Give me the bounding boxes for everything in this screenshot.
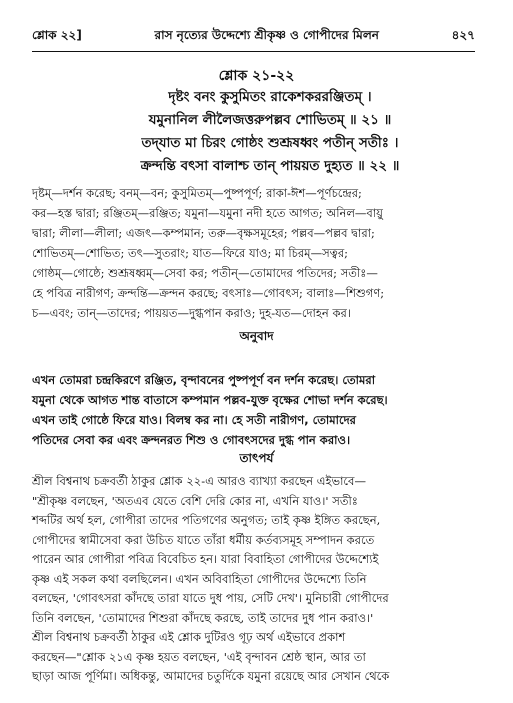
verse-line: ক্রন্দন্তি বৎসা বালাশ্চ তান্ পায়য়ত দুহ্যত ॥ ২২ ॥	[140, 158, 400, 174]
purport-line: শ্রীল বিশ্বনাথ চক্রবর্তী ঠাকুর শ্লোক ২২-এ আরও ব্যাখ্যা করছেন এইভাবে—	[32, 474, 366, 488]
translation-line: এখন তাই গোষ্ঠে ফিরে যাও। বিলম্ব কর না। হে সতী নারীগণ, তোমাদের	[32, 413, 356, 427]
verse-line: যমুনানিল লীলৈজত্তরুপল্লব শোভিতম্ ॥ ২১ ॥	[148, 112, 392, 128]
translation-line: যমুনা থেকে আগত শান্ত বাতাসে কম্পমান পল্লব-যুক্ত বৃক্ষের শোভা দর্শন করেছ।	[32, 393, 388, 407]
purport-line: গোপীদের স্বামীসেবা করা উচিত যাতে তাঁরা ধর্মীয় কর্তব্যসমূহ সম্পাদন করতে	[32, 532, 375, 547]
synonym-line: গোষ্ঠম্—গোষ্ঠে; শুশ্রূষধ্বম্—সেবা কর; পতীন্—তোমাদের পতিদের; সতীঃ—	[32, 266, 378, 280]
translation-line: এখন তোমরা চন্দ্রকিরণে রঞ্জিত, বৃন্দাবনের পুষ্পপূর্ণ বন দর্শন করেছ। তোমরা	[32, 373, 376, 387]
synonym-line: দৃষ্টম্—দর্শন করেছ; বনম্—বন; কুসুমিতম্—পুষ্পপূর্ণ; রাকা-ঈশ—পূর্ণচন্দ্রের;	[32, 186, 362, 200]
purport-line: ছাড়া আজ পূর্ণিমা। অধিকন্তু, আমাদের চতুর্দিকে যমুনা রয়েছে আর সেখান থেকে	[32, 669, 390, 683]
verse-text	[60, 86, 480, 178]
purport-line: শব্দটির অর্থ হল, গোপীরা তাদের পতিগণের অনুগত; তাই কৃষ্ণ ইঙ্গিত করছেন,	[32, 513, 381, 527]
translation-line: পতিদের সেবা কর এবং ক্রন্দনরত শিশু ও গোবৎসদের দুগ্ধ পান করাও।	[32, 433, 351, 447]
verse-line: দৃষ্টং বনং কুসুমিতং রাকেশকররঞ্জিতম্ ।	[168, 89, 372, 105]
verse-line: তদ্‌যাত মা চিরং গোষ্ঠং শুশ্রূষধ্বং পতীন্ সতীঃ ।	[141, 135, 399, 151]
synonym-line: শোভিতম্—শোভিত; তৎ—সুতরাং; যাত—ফিরে যাও; মা চিরম্—সত্বর;	[32, 246, 349, 260]
purport-heading: তাৎপর্য	[239, 451, 274, 465]
synonyms	[32, 183, 477, 323]
purport-line: "শ্রীকৃষ্ণ বলছেন, 'অতএব যেতে বেশি দেরি কোর না, এখনি যাও।' সতীঃ	[32, 493, 358, 508]
page-number: ৪২৭	[451, 28, 475, 42]
translation-heading: অনুবাদ	[239, 329, 274, 343]
purport-line: বলছেন, 'গোবৎসরা কাঁদছে তারা যাতে দুধ পায়, সেটি দেখ'। মুনিচারী গোপীদের	[32, 591, 389, 605]
purport-text	[32, 472, 477, 687]
purport-line: করছেন—"শ্লোক ২১এ কৃষ্ণ হয়ত বলছেন, 'এই বৃন্দাবন শ্রেষ্ঠ স্থান, আর তা	[32, 649, 366, 664]
running-header	[32, 26, 475, 48]
header-chapter-title: রাস নৃত্যের উদ্দেশ্যে শ্রীকৃষ্ণ ও গোপীদের মিলন	[154, 28, 379, 42]
purport-line: তিনি বলছেন, 'তোমাদের শিশুরা কাঁদছে করছে, তাই তাদের দুধ পান করাও।'	[32, 610, 374, 625]
header-verse-ref: শ্লোক ২২]	[32, 28, 82, 42]
header-rule	[32, 51, 475, 52]
synonym-line: চ—এবং; তান্—তাদের; পায়য়ত—দুগ্ধপান করাও; দুহ-যত—দোহন কর।	[32, 306, 351, 320]
synonym-line: দ্বারা; লীলা—লীলা; এজৎ—কম্পমান; তরু—বৃক্ষসমূহের; পল্লব—পল্লব দ্বারা;	[32, 226, 375, 240]
translation-text	[32, 370, 477, 450]
purport-line: শ্রীল বিশ্বনাথ চক্রবর্তী ঠাকুর এই শ্লোক দুটিরও গূঢ় অর্থ এইভাবে প্রকাশ	[32, 630, 346, 644]
purport-line: পারেন আর গোপীরা পবিত্র বিবেচিত হন। যারা বিবাহিতা গোপীদের উদ্দেশ্যেই	[32, 552, 379, 566]
synonym-line: হে পবিত্র নারীগণ; ক্রন্দন্তি—ক্রন্দন করছে; বৎসাঃ—গোবৎস; বালাঃ—শিশুগণ;	[32, 286, 385, 300]
purport-line: কৃষ্ণ এই সকল কথা বলছিলেন। এখন অবিবাহিতা গোপীদের উদ্দেশ্যে তিনি	[32, 571, 367, 586]
verse-number: শ্লোক ২১-২২	[218, 68, 295, 84]
synonym-line: কর—হস্ত দ্বারা; রঞ্জিতম্—রঞ্জিত; যমুনা—যমুনা নদী হতে আগত; অনিল—বায়ু	[32, 206, 383, 220]
